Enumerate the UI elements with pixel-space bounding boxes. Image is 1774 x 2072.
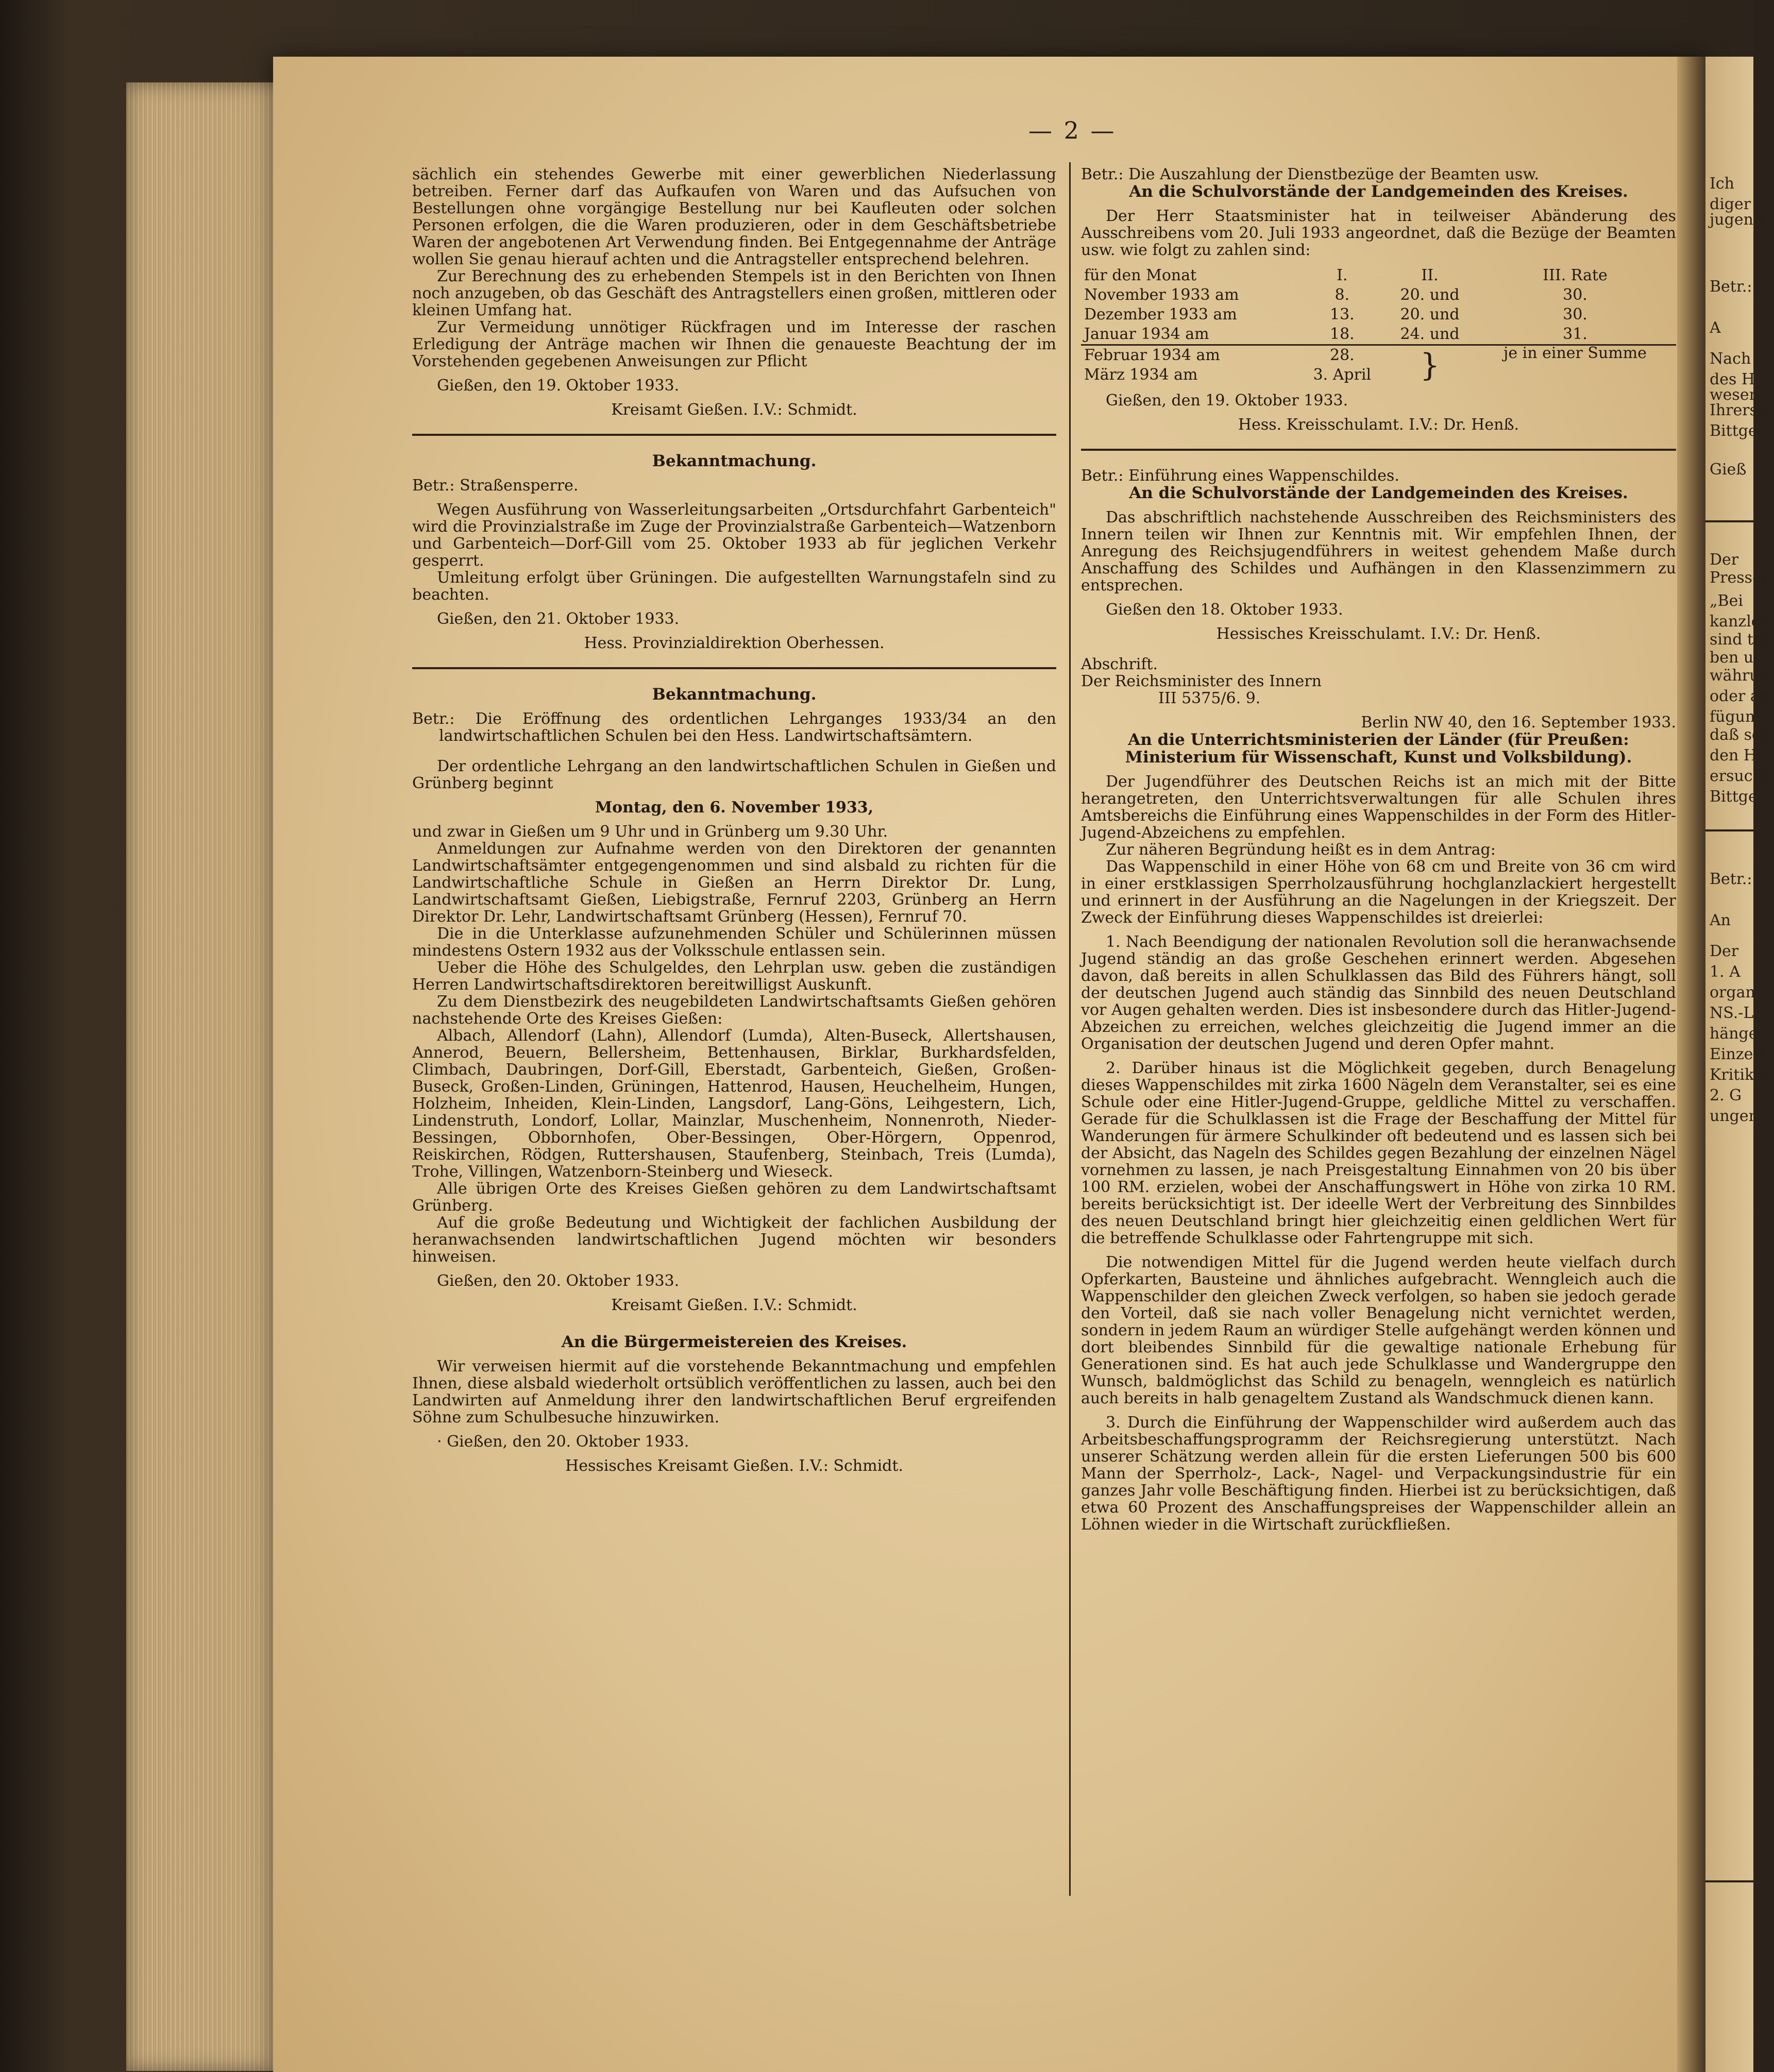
right-column (1081, 166, 1676, 1533)
date-highlight: Montag, den 6. November 1933, (595, 799, 874, 817)
next-page-text-fragment: ersucht, (1710, 767, 1774, 785)
place-date: Berlin NW 40, den 16. September 1933. (1361, 714, 1676, 732)
table-row (1081, 345, 1676, 366)
date-line: Gießen, den 19. Oktober 1933. (437, 377, 680, 395)
section-title: An die Bürgermeistereien des Kreises. (561, 1333, 907, 1351)
table-cell: 30. (1563, 305, 1587, 324)
paragraph: Wegen Ausführung von Wasserleitungsarbeiten „Ortsdurchfahrt Garbenteich" wird die Provinzialstraße im Zuge der Provinzialstraße Garbenteich—Watzenborn und Garbenteich—Dorf-Gill vom 25. Oktober 1933 ab für jeglichen Verkehr gesperrt. (412, 501, 1056, 570)
next-page-text-fragment: daß sch (1710, 726, 1771, 744)
paragraph: Wir verweisen hiermit auf die vorstehende Bekanntmachung und empfehlen Ihnen, diese alsbald wiederholt ortsüblich veröffentlichen zu lassen, auch bei den Landwirten auf Anmeldung ihrer den landwirtschaftlichen Beruf ergreifenden Söhne zum Schulbesuche hinzuwirken. (412, 1357, 1056, 1426)
date-line: Gießen, den 19. Oktober 1933. (1106, 392, 1348, 410)
next-page-text-fragment: jugend (1710, 211, 1764, 229)
signature: Hess. Kreisschulamt. I.V.: Dr. Henß. (1238, 416, 1519, 434)
table-cell: 20. und (1400, 286, 1460, 304)
page-number: — 2 — (1028, 116, 1117, 144)
date-line: Gießen den 18. Oktober 1933. (1106, 601, 1343, 619)
paragraph: Ueber die Höhe des Schulgeldes, den Lehrplan usw. geben die zuständigen Herren Landwirtschaftsdirektoren bereitwilligst Auskunft. (412, 959, 1056, 994)
next-page-rule (1705, 520, 1753, 522)
next-page-text-fragment: Der (1710, 942, 1739, 960)
table-row (1081, 305, 1676, 325)
signature: Hess. Provinzialdirektion Oberhessen. (584, 634, 885, 652)
paragraph: Die in die Unterklasse aufzunehmenden Schüler und Schülerinnen müssen mindestens Ostern 1932 aus der Volksschule entlassen sein. (412, 925, 1056, 960)
next-page-text-fragment: diger (1710, 195, 1751, 213)
subject-line: Betr.: Die Eröffnung des ordentlichen Lehrganges 1933/34 an den landwirtschaftlichen Schulen bei den Hess. Landwirtschaftsämtern. (412, 710, 1056, 745)
next-page-text-fragment: 2. G (1710, 1086, 1742, 1105)
next-page-text-fragment: Nach (1710, 350, 1751, 368)
next-page-text-fragment: Kritik g (1710, 1066, 1769, 1084)
table-header-cell: II. (1421, 266, 1439, 284)
paragraph: Anmeldungen zur Aufnahme werden von den Direktoren der genannten Landwirtschaftsämter entgegengenommen und sind alsbald zu richten für die Landwirtschaftliche Schule in Gießen an Herrn Direktor Dr. Lung, Landwirtschaftsamt Gießen, Liebigstraße, Fernruf 2203, Grünberg an Herrn Direktor Dr. Lehr, Landwirtschaftsamt Grünberg (Hessen), Fernruf 70. (412, 840, 1056, 926)
table-note: je in einer Summe (1503, 344, 1647, 362)
table-cell: Februar 1934 am (1084, 346, 1220, 364)
table-cell: 20. und (1400, 305, 1460, 324)
paragraph: 2. Darüber hinaus ist die Möglichkeit gegeben, durch Benagelung dieses Wappenschildes mit zirka 1600 Nägeln dem Veranstalter, sei es eine Schule oder eine Hitler-Jugend-Gruppe, geldliche Mittel zu verschaffen. Gerade für die Schulklassen ist die Frage der Beschaffung der Mittel für Wanderungen für ärmere Schulkinder oft bedeutend und es lassen sich bei der Absicht, das Nageln des Schildes gegen Bezahlung der einzelnen Nägel vornehmen zu lassen, je nach Preisgestaltung Einnahmen von 20 bis über 100 RM. erzielen, wobei der Anschaffungswert in Höhe von zirka 10 RM. bereits berücksichtigt ist. Der ideelle Wert der Verbreitung des Sinnbildes des neuen Deutschland bringt hier gleichzeitig einen geldlichen Wert für die betreffende Schulklasse oder Fahrtengruppe mit sich. (1081, 1059, 1676, 1247)
paragraph: Die notwendigen Mittel für die Jugend werden heute vielfach durch Opferkarten, Bausteine und ähnliches aufgebracht. Wenngleich auch die Wappenschilder den gleichen Zweck verfolgen, so haben sie jedoch gerade den Vorteil, daß sie nach voller Benagelung nicht vernichtet werden, sondern in jedem Raum an würdiger Stelle aufgehängt werden können und dort bleibendes Sinnbild für die gewaltige nationale Erhebung für Generationen sind. Es hat auch jede Schulklasse und Wandergruppe den Wunsch, baldmöglichst das Schild zu benageln, wenngleich es natürlich auch bereits in halb genageltem Zustand als Wandschmuck dienen kann. (1081, 1253, 1676, 1407)
subject-line: Betr.: Straßensperre. (412, 477, 579, 495)
column-divider (1069, 162, 1071, 1896)
paragraph: Der Jugendführer des Deutschen Reichs ist an mich mit der Bitte herangetreten, den Unterrichtsverwaltungen für alle Schulen ihres Amtsbereichs die Einführung eines Wappenschildes in der Form des Hitler-Jugend-Abzeichens zu empfehlen. (1081, 773, 1676, 842)
book-gutter (1677, 57, 1708, 2072)
left-column (412, 166, 1056, 1474)
table-row (1081, 285, 1676, 305)
paragraph: 1. Nach Beendigung der nationalen Revolution soll die heranwachsende Jugend ständig an das große Geschehen erinnert werden. Abgesehen davon, daß bereits in allen Schulklassen das Bild des Führers hängt, soll der deutschen Jugend auch ständig das Sinnbild des neuen Deutschland vor Augen gehalten werden. Dies ist insbesondere durch das Hitler-Jugend-Abzeichen zu erreichen, welches gleichzeitig die Jugend immer an die Organisation der deutschen Jugend und deren Opfer mahnt. (1081, 933, 1676, 1053)
next-page-text-fragment: hänge (1710, 1025, 1758, 1043)
next-page-rule (1705, 1880, 1753, 1882)
table-cell: 18. (1330, 325, 1355, 343)
paragraph: Das Wappenschild in einer Höhe von 68 cm und Breite von 36 cm wird in einer erstklassigen Sperrholzausführung hochglanzlackiert hergestellt und erinnert in der Ausführung an die Nagelungen in der Kriegszeit. Der Zweck der Einführung dieses Wappenschildes ist dreierlei: (1081, 858, 1676, 927)
signature: Hessisches Kreisamt Gießen. I.V.: Schmidt. (565, 1457, 903, 1475)
signature: Kreisamt Gießen. I.V.: Schmidt. (611, 1296, 857, 1314)
paragraph: sächlich ein stehendes Gewerbe mit einer gewerblichen Niederlassung betreiben. Ferner darf das Aufkaufen von Waren und das Aufsuchen von Bestellungen ohne vorgängige Bestellung nur bei Kaufleuten oder solchen Personen erfolgen, die die Waren produzieren, oder in dem Geschäftsbetriebe Waren der angebotenen Art Verwendung finden. Bei Entgegennahme der Anträge wollen Sie genau hierauf achten und die Antragsteller entsprechend belehren. (412, 165, 1056, 268)
table-cell: Dezember 1933 am (1084, 305, 1237, 324)
section-rule (412, 667, 1056, 669)
paragraph: Das abschriftlich nachstehende Ausschreiben des Reichsministers des Innern teilen wir Ihnen zur Kenntnis mit. Wir empfehlen Ihnen, der Anregung des Reichsjugendführers in weitest gehendem Maße durch Anschaffung des Schildes und Aufhängen in den Klassenzimmern zu entsprechen. (1081, 508, 1676, 595)
next-page-text-fragment: Gieß (1710, 461, 1747, 479)
table-header-cell: III. Rate (1543, 266, 1608, 284)
date-line: Gießen, den 20. Oktober 1933. (437, 1272, 680, 1290)
next-page-fragment (1705, 57, 1774, 2072)
next-page-rule (1705, 829, 1753, 831)
payment-table (1081, 266, 1676, 385)
next-page-text-fragment: oder an (1710, 687, 1770, 705)
paragraph: Zur Berechnung des zu erhebenden Stempels ist in den Berichten von Ihnen noch anzugeben, ob das Geschäft des Antragstellers einen großen, mittleren oder kleinen Umfang hat. (412, 267, 1056, 319)
table-cell: November 1933 am (1084, 286, 1239, 304)
next-page-text-fragment: „Bei (1710, 592, 1743, 610)
table-cell: 3. April (1313, 366, 1372, 384)
next-page-text-fragment: währun (1710, 667, 1769, 685)
brace-icon: } (1420, 347, 1440, 383)
table-row (1081, 325, 1676, 345)
signature: Hessisches Kreisschulamt. I.V.: Dr. Henß. (1216, 625, 1541, 643)
next-page-text-fragment: ben un (1710, 649, 1764, 667)
table-cell: Januar 1934 am (1084, 325, 1209, 343)
date-line: Gießen, den 21. Oktober 1933. (437, 610, 680, 628)
section-title: An die Schulvorstände der Landgemeinden des Kreises. (1129, 484, 1628, 502)
next-page-text-fragment: Bittges (1710, 422, 1766, 440)
next-page-text-fragment: Pressen (1710, 569, 1772, 587)
copy-label: Abschrift. (1081, 655, 1158, 673)
table-header-cell: I. (1337, 266, 1348, 284)
paragraph: Zur Vermeidung unnötiger Rückfragen und im Interesse der raschen Erledigung der Anträge machen wir Ihnen die genaueste Beachtung der im Vorstehenden gegebenen Anweisungen zur Pflicht (412, 318, 1056, 370)
table-cell: 13. (1330, 305, 1355, 324)
subject-line: Betr.: Die Auszahlung der Dienstbezüge der Beamten usw. (1081, 165, 1539, 183)
next-page-text-fragment: organis (1710, 983, 1768, 1001)
section-rule (1081, 449, 1676, 451)
section-title: An die Schulvorstände der Landgemeinden des Kreises. (1129, 182, 1628, 201)
date-line: · Gießen, den 20. Oktober 1933. (437, 1433, 689, 1451)
section-title: Bekanntmachung. (652, 685, 817, 704)
file-number: III 5375/6. 9. (1158, 689, 1261, 707)
next-page-text-fragment: 1. A (1710, 963, 1741, 981)
section-title: Bekanntmachung. (652, 452, 817, 470)
next-page-text-fragment: Betr.: (1710, 278, 1752, 296)
subject-line: Betr.: Einführung eines Wappenschildes. (1081, 467, 1399, 485)
next-page-text-fragment: Ihrerse (1710, 401, 1767, 419)
next-page-text-fragment: ungen (1710, 1107, 1759, 1125)
table-cell: 28. (1330, 346, 1355, 364)
paragraph: Alle übrigen Orte des Kreises Gießen gehören zu dem Landwirtschaftsamt Grünberg. (412, 1180, 1056, 1215)
next-page-text-fragment: An (1710, 911, 1731, 929)
table-cell: 24. und (1400, 325, 1460, 343)
table-header-row (1081, 266, 1676, 285)
next-page-text-fragment: fügung (1710, 708, 1765, 726)
sender: Der Reichsminister des Innern (1081, 672, 1322, 690)
table-cell: 8. (1334, 286, 1350, 304)
table-cell: 31. (1563, 325, 1587, 343)
addressee: An die Unterrichtsministerien der Länder (für Preußen: Ministerium für Wissenschaft, Kunst und Volksbildung). (1125, 731, 1632, 767)
next-page-text-fragment: kanzler (1710, 613, 1768, 631)
next-page-text-fragment: Bittges (1710, 788, 1766, 806)
next-page-text-fragment: NS.-Le (1710, 1004, 1763, 1022)
table-header-cell: für den Monat (1084, 266, 1197, 284)
next-page-text-fragment: Der (1710, 551, 1739, 569)
next-page-text-fragment: des He (1710, 370, 1764, 388)
place-list: Albach, Allendorf (Lahn), Allendorf (Lumda), Alten-Buseck, Allertshausen, Annerod, Beuern, Bellersheim, Bettenhausen, Birklar, Burkhardsfelden, Climbach, Daubringen, Dorf-Gill, Eberstadt, Garbenteich, Gießen, Großen-Buseck, Großen-Linden, Grüningen, Hattenrod, Hausen, Heuchelheim, Hungen, Holzheim, Inheiden, Klein-Linden, Langsdorf, Lang-Göns, Leihgestern, Lich, Lindenstruth, Londorf, Lollar, Mainzlar, Muschenheim, Nonnenroth, Nieder-Bessingen, Obbornhofen, Ober-Bessingen, Ober-Hörgern, Oppenrod, Reiskirchen, Rödgen, Ruttershausen, Staufenberg, Steinbach, Treis (Lumda), Trohe, Villingen, Watzenborn-Steinberg und Wieseck. (412, 1027, 1056, 1181)
section-rule (412, 434, 1056, 436)
next-page-text-fragment: A (1710, 319, 1721, 337)
book-page-edges (126, 82, 291, 2071)
paragraph: Umleitung erfolgt über Grüningen. Die aufgestellten Warnungstafeln sind zu beachten. (412, 569, 1056, 604)
paragraph: Auf die große Bedeutung und Wichtigkeit der fachlichen Ausbildung der heranwachsenden landwirtschaftlichen Jugend möchten wir besonders hinweisen. (412, 1214, 1056, 1266)
paragraph: Der Herr Staatsminister hat in teilweiser Abänderung des Ausschreibens vom 20. Juli 1933 angeordnet, daß die Bezüge der Beamten usw. wie folgt zu zahlen sind: (1081, 207, 1676, 259)
paragraph: 3. Durch die Einführung der Wappenschilder wird außerdem auch das Arbeitsbeschaffungsprogramm der Reichsregierung unterstützt. Nach unserer Schätzung werden allein für die ersten Lieferungen 500 bis 600 Mann der Sperrholz-, Lack-, Nagel- und Verpackungsindustrie für ein ganzes Jahr volle Beschäftigung finden. Hierbei ist zu berücksichtigen, daß etwa 60 Prozent des Anschaffungspreises der Wappenschilder allein an Löhnen wieder in die Wirtschaft zurückfließen. (1081, 1414, 1676, 1534)
next-page-text-fragment: Einzelf (1710, 1045, 1764, 1063)
paragraph: Zur näheren Begründung heißt es in dem Antrag: (1106, 841, 1496, 859)
table-cell: März 1934 am (1084, 366, 1198, 384)
table-cell: 30. (1563, 286, 1587, 304)
paragraph: Zu dem Dienstbezirk des neugebildeten Landwirtschaftsamts Gießen gehören nachstehende Orte des Kreises Gießen: (412, 993, 1056, 1028)
next-page-text-fragment: sind ter (1710, 631, 1770, 649)
next-page-text-fragment: Ich (1710, 175, 1734, 193)
paragraph: und zwar in Gießen um 9 Uhr und in Grünberg um 9.30 Uhr. (412, 823, 888, 841)
signature: Kreisamt Gießen. I.V.: Schmidt. (611, 401, 857, 419)
next-page-text-fragment: wesen, (1710, 386, 1764, 404)
next-page-text-fragment: Betr.: (1710, 870, 1752, 888)
next-page-text-fragment: den He (1710, 746, 1766, 765)
paragraph: Der ordentliche Lehrgang an den landwirtschaftlichen Schulen in Gießen und Grünberg beginnt (412, 757, 1056, 792)
